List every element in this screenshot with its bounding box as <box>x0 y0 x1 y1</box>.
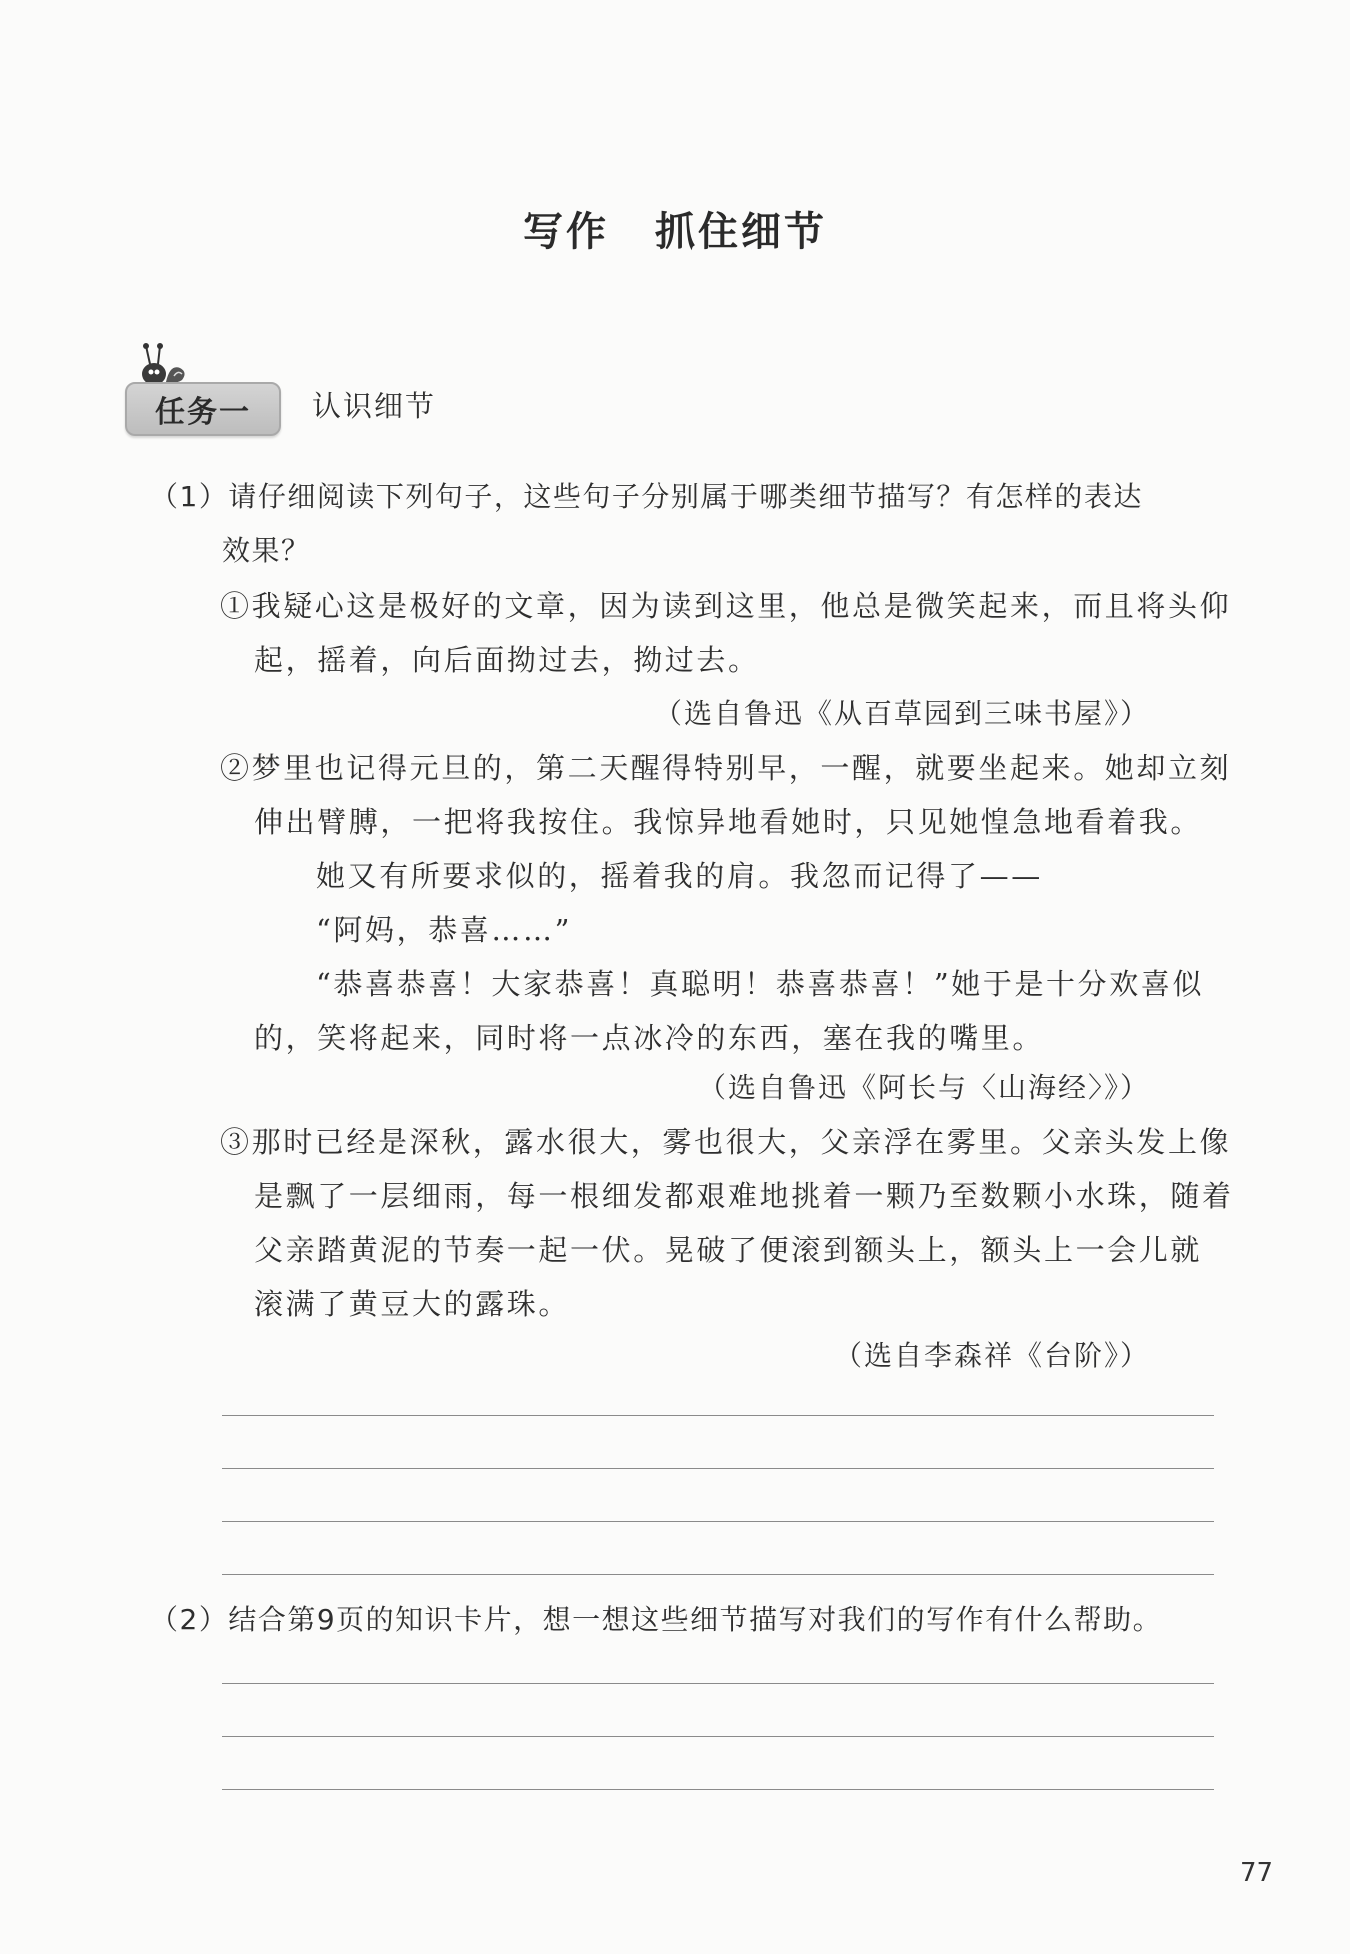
answer-line[interactable] <box>222 1736 1214 1737</box>
s2-line-1: ②梦里也记得元旦的，第二天醒得特别早，一醒，就要坐起来。她却立刻 <box>220 751 1232 785</box>
s3-line-2: 是飘了一层细雨，每一根细发都艰难地挑着一颗乃至数颗小水珠，随着 <box>254 1179 1234 1213</box>
s2-line-5: “恭喜恭喜！大家恭喜！真聪明！恭喜恭喜！”她于是十分欢喜似 <box>316 967 1205 1001</box>
q1-prompt-line-1: （1）请仔细阅读下列句子，这些句子分别属于哪类细节描写？有怎样的表达 <box>150 480 1143 513</box>
answer-line[interactable] <box>222 1574 1214 1575</box>
s1-source: （选自鲁迅《从百草园到三味书屋》） <box>653 697 1150 730</box>
s3-line-1: ③那时已经是深秋，露水很大，雾也很大，父亲浮在雾里。父亲头发上像 <box>220 1125 1232 1159</box>
s3-source: （选自李森祥《台阶》） <box>833 1339 1150 1372</box>
answer-line[interactable] <box>222 1468 1214 1469</box>
q1-prompt-line-2: 效果？ <box>222 534 311 567</box>
q2-prompt: （2）结合第9页的知识卡片，想一想这些细节描写对我们的写作有什么帮助。 <box>150 1603 1163 1636</box>
s2-source: （选自鲁迅《阿长与〈山海经〉》） <box>697 1071 1150 1104</box>
title-part-2: 抓住细节 <box>655 208 827 255</box>
s2-line-6: 的，笑将起来，同时将一点冰冷的东西，塞在我的嘴里。 <box>254 1021 1045 1055</box>
task-badge: 任务一 <box>125 382 281 436</box>
snail-icon <box>136 342 196 386</box>
s2-line-2: 伸出臂膊，一把将我按住。我惊异地看她时，只见她惶急地看着我。 <box>254 805 1203 839</box>
s2-line-3: 她又有所要求似的，摇着我的肩。我忽而记得了—— <box>316 859 1043 893</box>
answer-line[interactable] <box>222 1521 1214 1522</box>
s3-line-4: 滚满了黄豆大的露珠。 <box>254 1287 571 1321</box>
answer-line[interactable] <box>222 1789 1214 1790</box>
answer-line[interactable] <box>222 1415 1214 1416</box>
s2-line-4: “阿妈，恭喜……” <box>316 913 573 947</box>
answer-line[interactable] <box>222 1683 1214 1684</box>
page-title <box>0 200 1350 257</box>
s1-line-1: ①我疑心这是极好的文章，因为读到这里，他总是微笑起来，而且将头仰 <box>220 589 1232 623</box>
task-title: 认识细节 <box>312 389 437 423</box>
s3-line-3: 父亲踏黄泥的节奏一起一伏。晃破了便滚到额头上，额头上一会儿就 <box>254 1233 1203 1267</box>
title-part-1: 写作 <box>523 208 609 255</box>
page-number: 77 <box>1240 1858 1274 1888</box>
s1-line-2: 起，摇着，向后面拗过去，拗过去。 <box>254 643 760 677</box>
